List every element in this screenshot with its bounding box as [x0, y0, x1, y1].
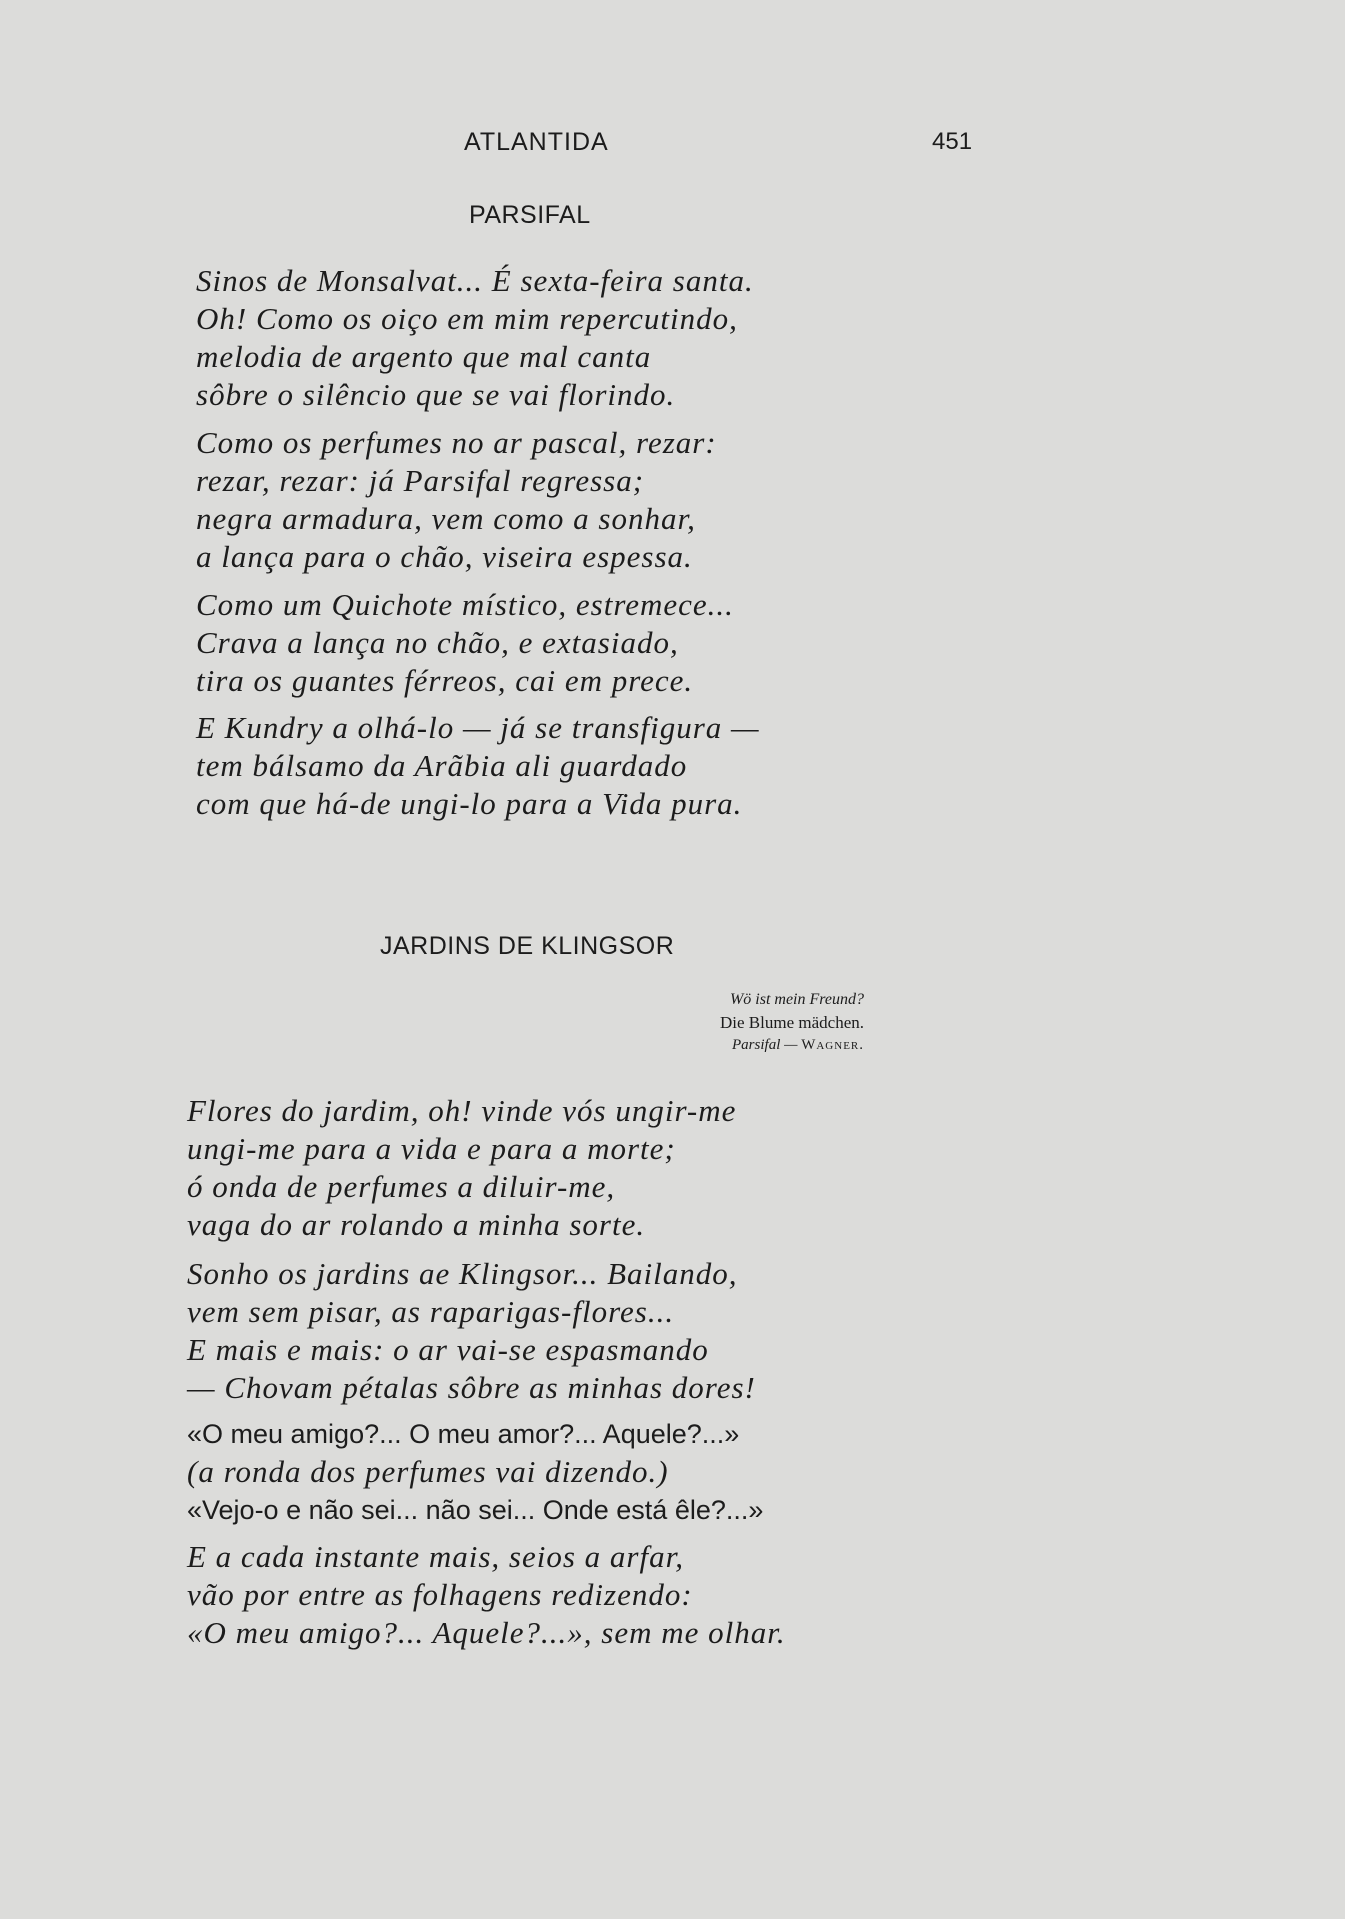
verse-line: vem sem pisar, as raparigas-flores...: [187, 1294, 675, 1329]
verse-line: Sonho os jardins ae Klingsor... Bailando,: [187, 1256, 738, 1291]
verse-line: E a cada instante mais, seios a arfar,: [187, 1539, 684, 1574]
verse-line: ungi-me para a vida e para a morte;: [187, 1131, 676, 1166]
verse-line: — Chovam pétalas sôbre as minhas dores!: [187, 1370, 756, 1405]
verse-line: melodia de argento que mal canta: [196, 339, 652, 374]
verse-line: «O meu amigo?... O meu amor?... Aquele?...»: [187, 1419, 740, 1449]
verse-line: tem bálsamo da Arãbia ali guardado: [196, 748, 688, 783]
epigraph-source-author: Wagner.: [801, 1037, 864, 1053]
stanza: [196, 424, 717, 576]
page-number: 451: [932, 128, 973, 155]
epigraph-source-dash: —: [780, 1037, 802, 1053]
epigraph-line: Die Blume mädchen.: [720, 1013, 864, 1032]
stanza: [196, 586, 734, 700]
verse-line: tira os guantes férreos, cai em prece.: [196, 663, 694, 698]
stanza: [187, 1255, 756, 1407]
verse-line: negra armadura, vem como a sonhar,: [196, 501, 696, 536]
verse-line: Como os perfumes no ar pascal, rezar:: [196, 425, 717, 460]
verse-line: E Kundry a olhá-lo — já se transfigura —: [196, 710, 760, 745]
verse-line: Como um Quichote místico, estremece...: [196, 587, 734, 622]
verse-line: sôbre o silêncio que se vai florindo.: [196, 377, 676, 412]
verse-line: (a ronda dos perfumes vai dizendo.): [187, 1454, 669, 1489]
epigraph: [600, 988, 864, 1057]
verse-line: vão por entre as folhagens redizendo:: [187, 1577, 693, 1612]
verse-line: Flores do jardim, oh! vinde vós ungir-me: [187, 1093, 737, 1128]
verse-line: Oh! Como os oiço em mim repercutindo,: [196, 301, 738, 336]
stanza: [187, 1415, 763, 1529]
stanza: [187, 1092, 736, 1244]
verse-line: Sinos de Monsalvat... É sexta-feira santa.: [196, 263, 754, 298]
verse-line: ó onda de perfumes a diluir-me,: [187, 1169, 616, 1204]
verse-line: «Vejo-o e não sei... não sei... Onde está êle?...»: [187, 1495, 764, 1525]
verse-line: E mais e mais: o ar vai-se espasmando: [187, 1332, 709, 1367]
verse-line: «O meu amigo?... Aquele?...», sem me olhar.: [187, 1615, 786, 1650]
poem-title-jardins-de-klingsor: JARDINS DE KLINGSOR: [380, 932, 675, 960]
epigraph-source: [600, 1034, 864, 1057]
epigraph-line: Wö ist mein Freund?: [729, 991, 864, 1008]
stanza: [196, 262, 754, 414]
running-title: ATLANTIDA: [464, 128, 609, 156]
verse-line: a lança para o chão, viseira espessa.: [196, 539, 693, 574]
epigraph-source-work: Parsifal: [732, 1037, 781, 1053]
verse-line: rezar, rezar: já Parsifal regressa;: [196, 463, 645, 498]
verse-line: com que há-de ungi-lo para a Vida pura.: [196, 786, 743, 821]
stanza: [187, 1538, 786, 1652]
stanza: [196, 709, 760, 823]
verse-line: vaga do ar rolando a minha sorte.: [187, 1207, 646, 1242]
poem-title-parsifal: PARSIFAL: [469, 201, 591, 229]
verse-line: Crava a lança no chão, e extasiado,: [196, 625, 679, 660]
